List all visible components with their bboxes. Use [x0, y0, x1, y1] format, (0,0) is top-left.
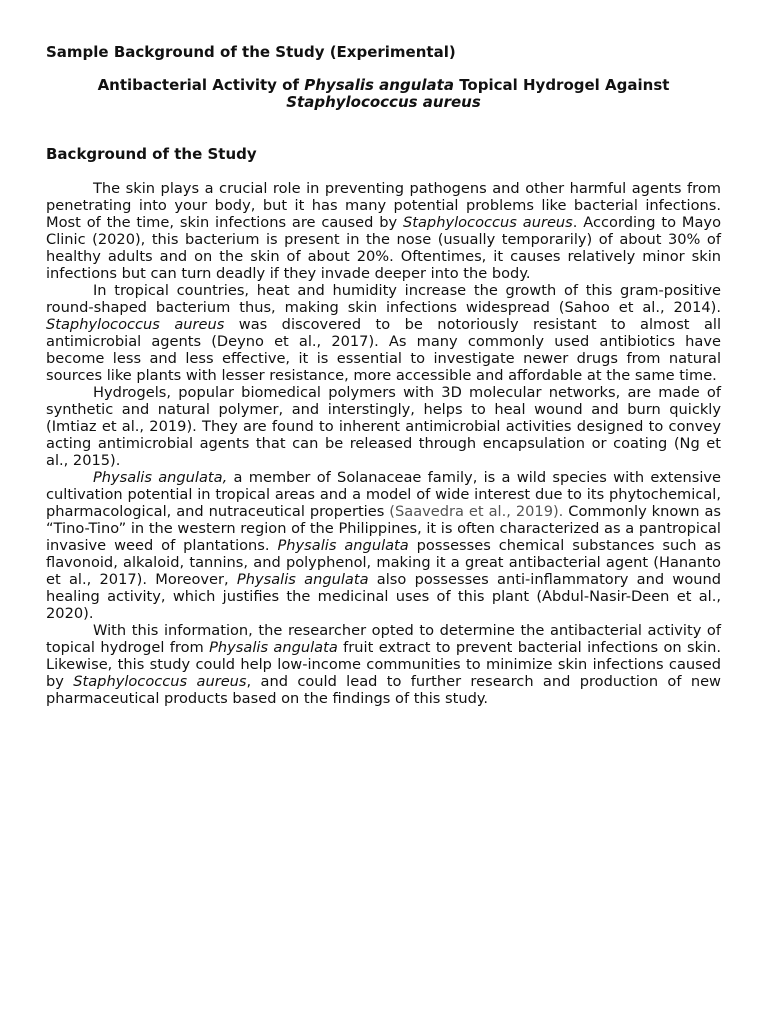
section-heading: Background of the Study [46, 145, 257, 163]
italic-species: Physalis angulata [277, 537, 409, 554]
paragraph-text: Commonly known as “Tino-Tino” in the western region of the Philippines, it is often characterized as a pantropical invasive weed of plantations. [46, 503, 721, 554]
paragraph-3 [46, 384, 721, 469]
paragraph-text: With this information, the researcher opted to determine the antibacterial activity of topical hydrogel from [46, 622, 721, 656]
paragraph-4 [46, 469, 721, 622]
paragraph-5 [46, 622, 721, 707]
italic-species: Staphylococcus aureus [46, 316, 225, 333]
paragraph-2 [46, 282, 721, 384]
paragraph-text: a member of Solanaceae family, is a wild species with extensive cultivation potential in tropical areas and a model of wide interest due to its phytochemical, pharmacological, and nutraceutical properties [46, 469, 722, 520]
paragraph-text: The skin plays a crucial role in preventing pathogens and other harmful agents from penetrating into your body, but it has many potential problems like bacterial infections. Most of the time, skin infections are caused by [46, 180, 721, 231]
italic-species: Staphylococcus aureus [73, 673, 247, 690]
paragraph-text: . According to Mayo Clinic (2020), this bacterium is present in the nose (usually temporarily) of about 30% of healthy adults and on the skin of about 20%. Oftentimes, it causes relatively minor skin infections but can turn deadly if they invade deeper into the body. [46, 214, 721, 282]
italic-species: Staphylococcus aureus [403, 214, 573, 231]
document-heading: Sample Background of the Study (Experimental) [46, 43, 456, 61]
title-bacterium-italic: Staphylococcus aureus [286, 93, 481, 111]
paragraph-text: Hydrogels, popular biomedical polymers with 3D molecular networks, are made of synthetic and natural polymer, and interstingly, helps to heal wound and burn quickly (Imtiaz et al., 2019). They are found to inherent antimicrobial activities designed to convey acting antimicrobial agents that can be released through encapsulation or coating (Ng et al., 2015). [46, 384, 721, 469]
paragraph-text: , and could lead to further research and production of new pharmaceutical products based on the findings of this study. [46, 673, 721, 707]
paragraph-text: fruit extract to prevent bacterial infections on skin. Likewise, this study could help low-income communities to minimize skin infections caused by [46, 639, 721, 690]
study-title [46, 77, 721, 111]
paragraph-text: was discovered to be notoriously resistant to almost all antimicrobial agents (Deyno et al., 2017). As many commonly used antibiotics have become less and less effective, it is essential to investigate newer drugs from natural sources like plants with lesser resistance, more accessible and affordable at the same time. [46, 316, 721, 384]
italic-species: Physalis angulata [236, 571, 369, 588]
paragraph-text: possesses chemical substances such as flavonoid, alkaloid, tannins, and polyphenol, making it a great antibacterial agent (Hananto et al., 2017). Moreover, [46, 537, 722, 588]
italic-species: Physalis angulata [209, 639, 338, 656]
paragraph-1 [46, 180, 721, 282]
citation-text: (Saavedra et al., 2019). [389, 503, 564, 520]
paragraph-text: also possesses anti-inflammatory and wound healing activity, which justifies the medicinal uses of this plant (Abdul-Nasir-Deen et al., 2020). [46, 571, 722, 622]
italic-species: Physalis angulata, [93, 469, 228, 486]
title-text-1: Antibacterial Activity of [97, 76, 305, 94]
title-text-2: Topical Hydrogel Against [453, 76, 670, 94]
title-species-italic: Physalis angulata [304, 76, 454, 94]
body-text [46, 180, 721, 707]
paragraph-text: In tropical countries, heat and humidity increase the growth of this gram-positive round-shaped bacterium thus, making skin infections widespread (Sahoo et al., 2014). [46, 282, 721, 316]
